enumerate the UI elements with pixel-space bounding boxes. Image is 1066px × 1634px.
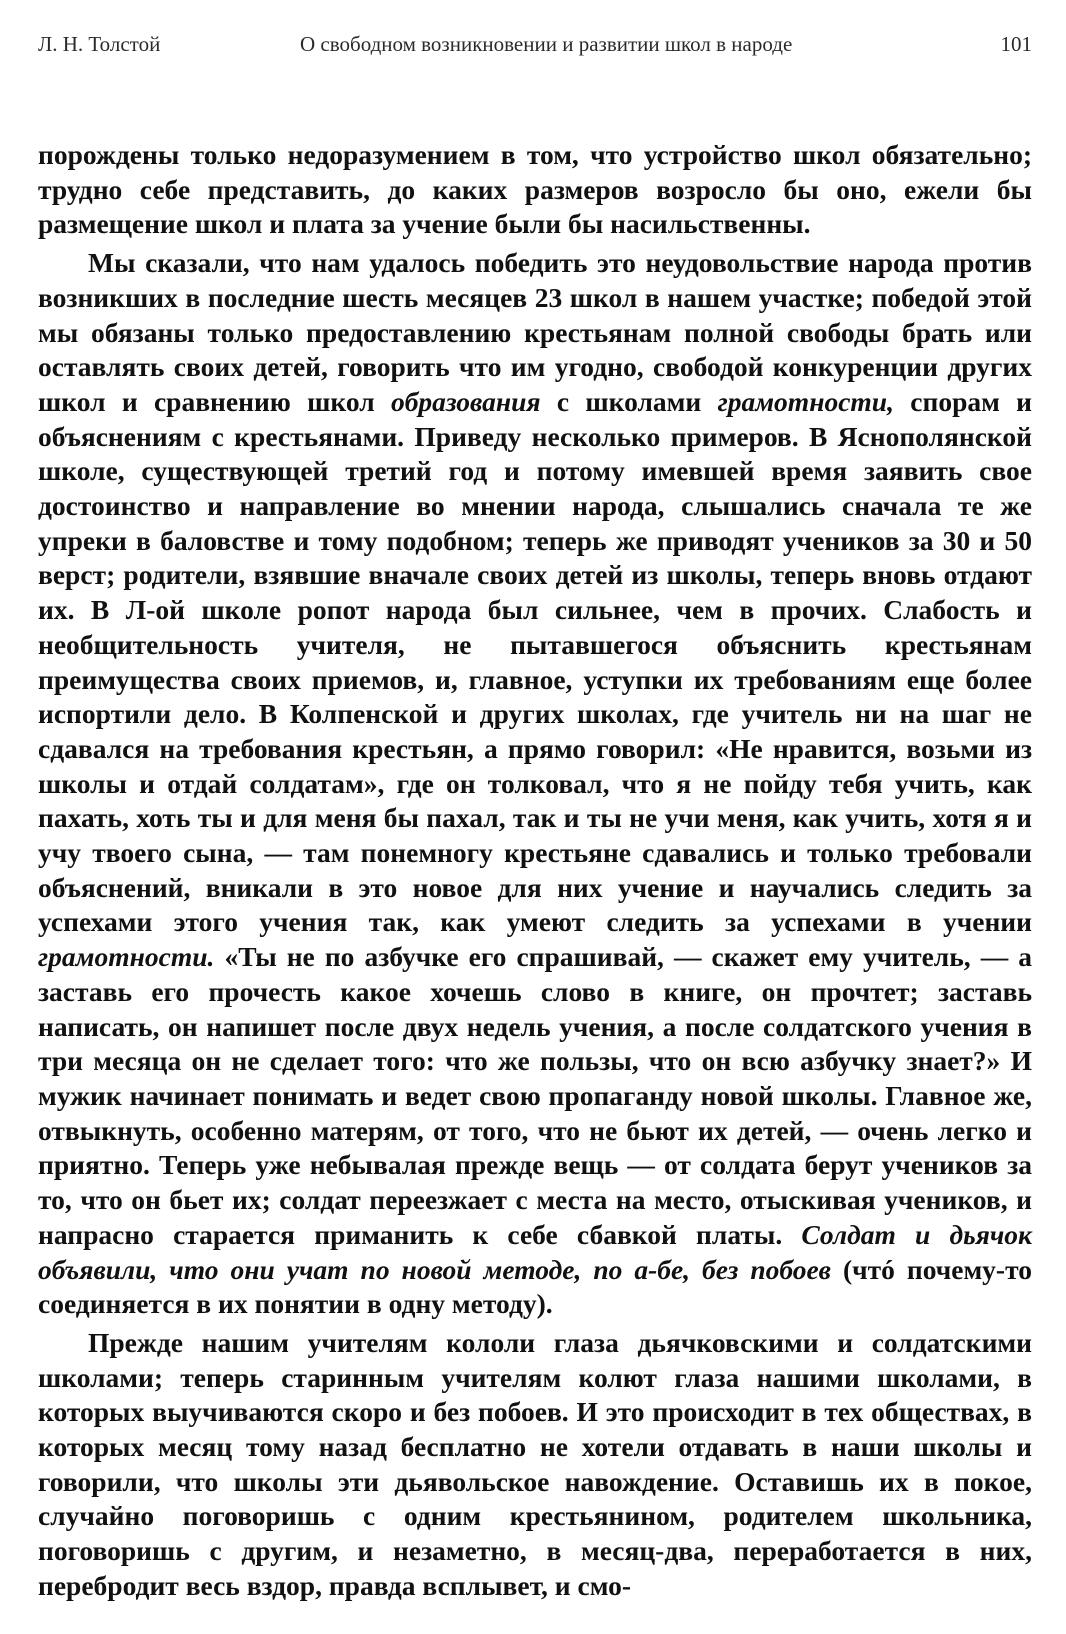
page-number: 101 <box>1000 32 1032 56</box>
paragraph-2-italic-4: Солдат и дьячок объявили, что они учат по новой методе, по а-бе, без побоев <box>38 1218 1032 1285</box>
paragraph-2-italic-1: образования <box>390 385 541 417</box>
paragraph-2-text-4: «Ты не по азбучке его спрашивай, — скажет ему учитель, — а заставь его прочесть какое хочешь слово в книге, он прочтет; заставь написать, он напишет после двух недель учения, а после солдатского учения в три месяца он не сделает того: что же пользы, что он всю азбучку знает?» И мужик начинает понимать и ведет свою пропаганду новой школы. Главное же, отвыкнуть, особенно матерям, от того, что не бьют их детей, — очень легко и приятно. Теперь уже небывалая прежде вещь — от солдата берут учеников за то, что он бьет их; солдат переезжает с места на место, отыскивая учеников, и напрасно старается приманить к себе сбавкой платы. <box>38 941 1032 1250</box>
running-header <box>38 32 1032 66</box>
paragraph-2-italic-3: грамотности. <box>38 941 215 973</box>
paragraph-2-text-5: (чтó почему-то соединяется в их понятии в одну методу). <box>38 1253 1032 1320</box>
paragraph-3 <box>38 1326 1032 1604</box>
paragraph-3-text: Прежде нашим учителям кололи глаза дьячковскими и солдатскими школами; теперь старинным учителям колют глаза нашими школами, в которых выучиваются скоро и без побоев. И это происходит в тех обществах, в которых месяц тому назад бесплатно не хотели отдавать в наши школы и говорили, что школы эти дьявольское навождение. Оставишь их в покое, случайно поговоришь с одним крестьянином, родителем школьника, поговоришь с другим, и незаметно, в месяц-два, переработается в них, перебродит весь вздор, правда всплывет, и смо- <box>38 1326 1032 1601</box>
paragraph-1 <box>38 138 1032 242</box>
paragraph-2-text-2: с школами <box>540 385 718 417</box>
paragraph-1-text: порождены только недоразумением в том, что устройство школ обязательно; трудно себе представить, до каких размеров возросло бы оно, ежели бы размещение школ и плата за учение были бы насильственны. <box>38 139 1032 240</box>
book-page <box>38 32 1032 1612</box>
paragraph-2 <box>38 246 1032 1322</box>
paragraph-2-text-3: спорам и объяснениям с крестьянами. Приведу несколько примеров. В Яснополянской школе, существующей третий год и потому имевшей время заявить свое достоинство и направление во мнении народа, слышались сначала те же упреки в баловстве и тому подобном; теперь же приводят учеников за 30 и 50 верст; родители, взявшие вначале своих детей из школы, теперь вновь отдают их. В Л-ой школе ропот народа был сильнее, чем в прочих. Слабость и необщительность учителя, не пытавшегося объяснить крестьянам преимущества своих приемов, и, главное, уступки их требованиям еще более испортили дело. В Колпенской и других школах, где учитель ни на шаг не сдавался на требования крестьян, а прямо говорил: «Не нравится, возьми из школы и отдай солдатам», где он толковал, что я не пойду тебя учить, как пахать, хоть ты и для меня бы пахал, так и ты не учи меня, как учить, хотя я и учу твоего сына, — там понемногу крестьяне сдавались и только требовали объяснений, вникали в это новое для них учение и научались следить за успехами этого учения так, как умеют следить за успехами в учении <box>38 385 1033 938</box>
paragraph-2-italic-2: грамотности, <box>717 385 894 417</box>
paragraph-2-text-1: Мы сказали, что нам удалось победить это неудовольствие народа против возникших в последние шесть месяцев 23 школ в нашем участке; победой этой мы обязаны только предоставлению крестьянам полной свободы брать или оставлять своих детей, говорить что им угодно, свободой конкуренции других школ и сравнению школ <box>38 247 1032 417</box>
body-text <box>38 138 1032 1604</box>
header-author: Л. Н. Толстой <box>38 32 161 56</box>
header-title: О свободном возникновении и развитии школ в народе <box>300 32 793 56</box>
